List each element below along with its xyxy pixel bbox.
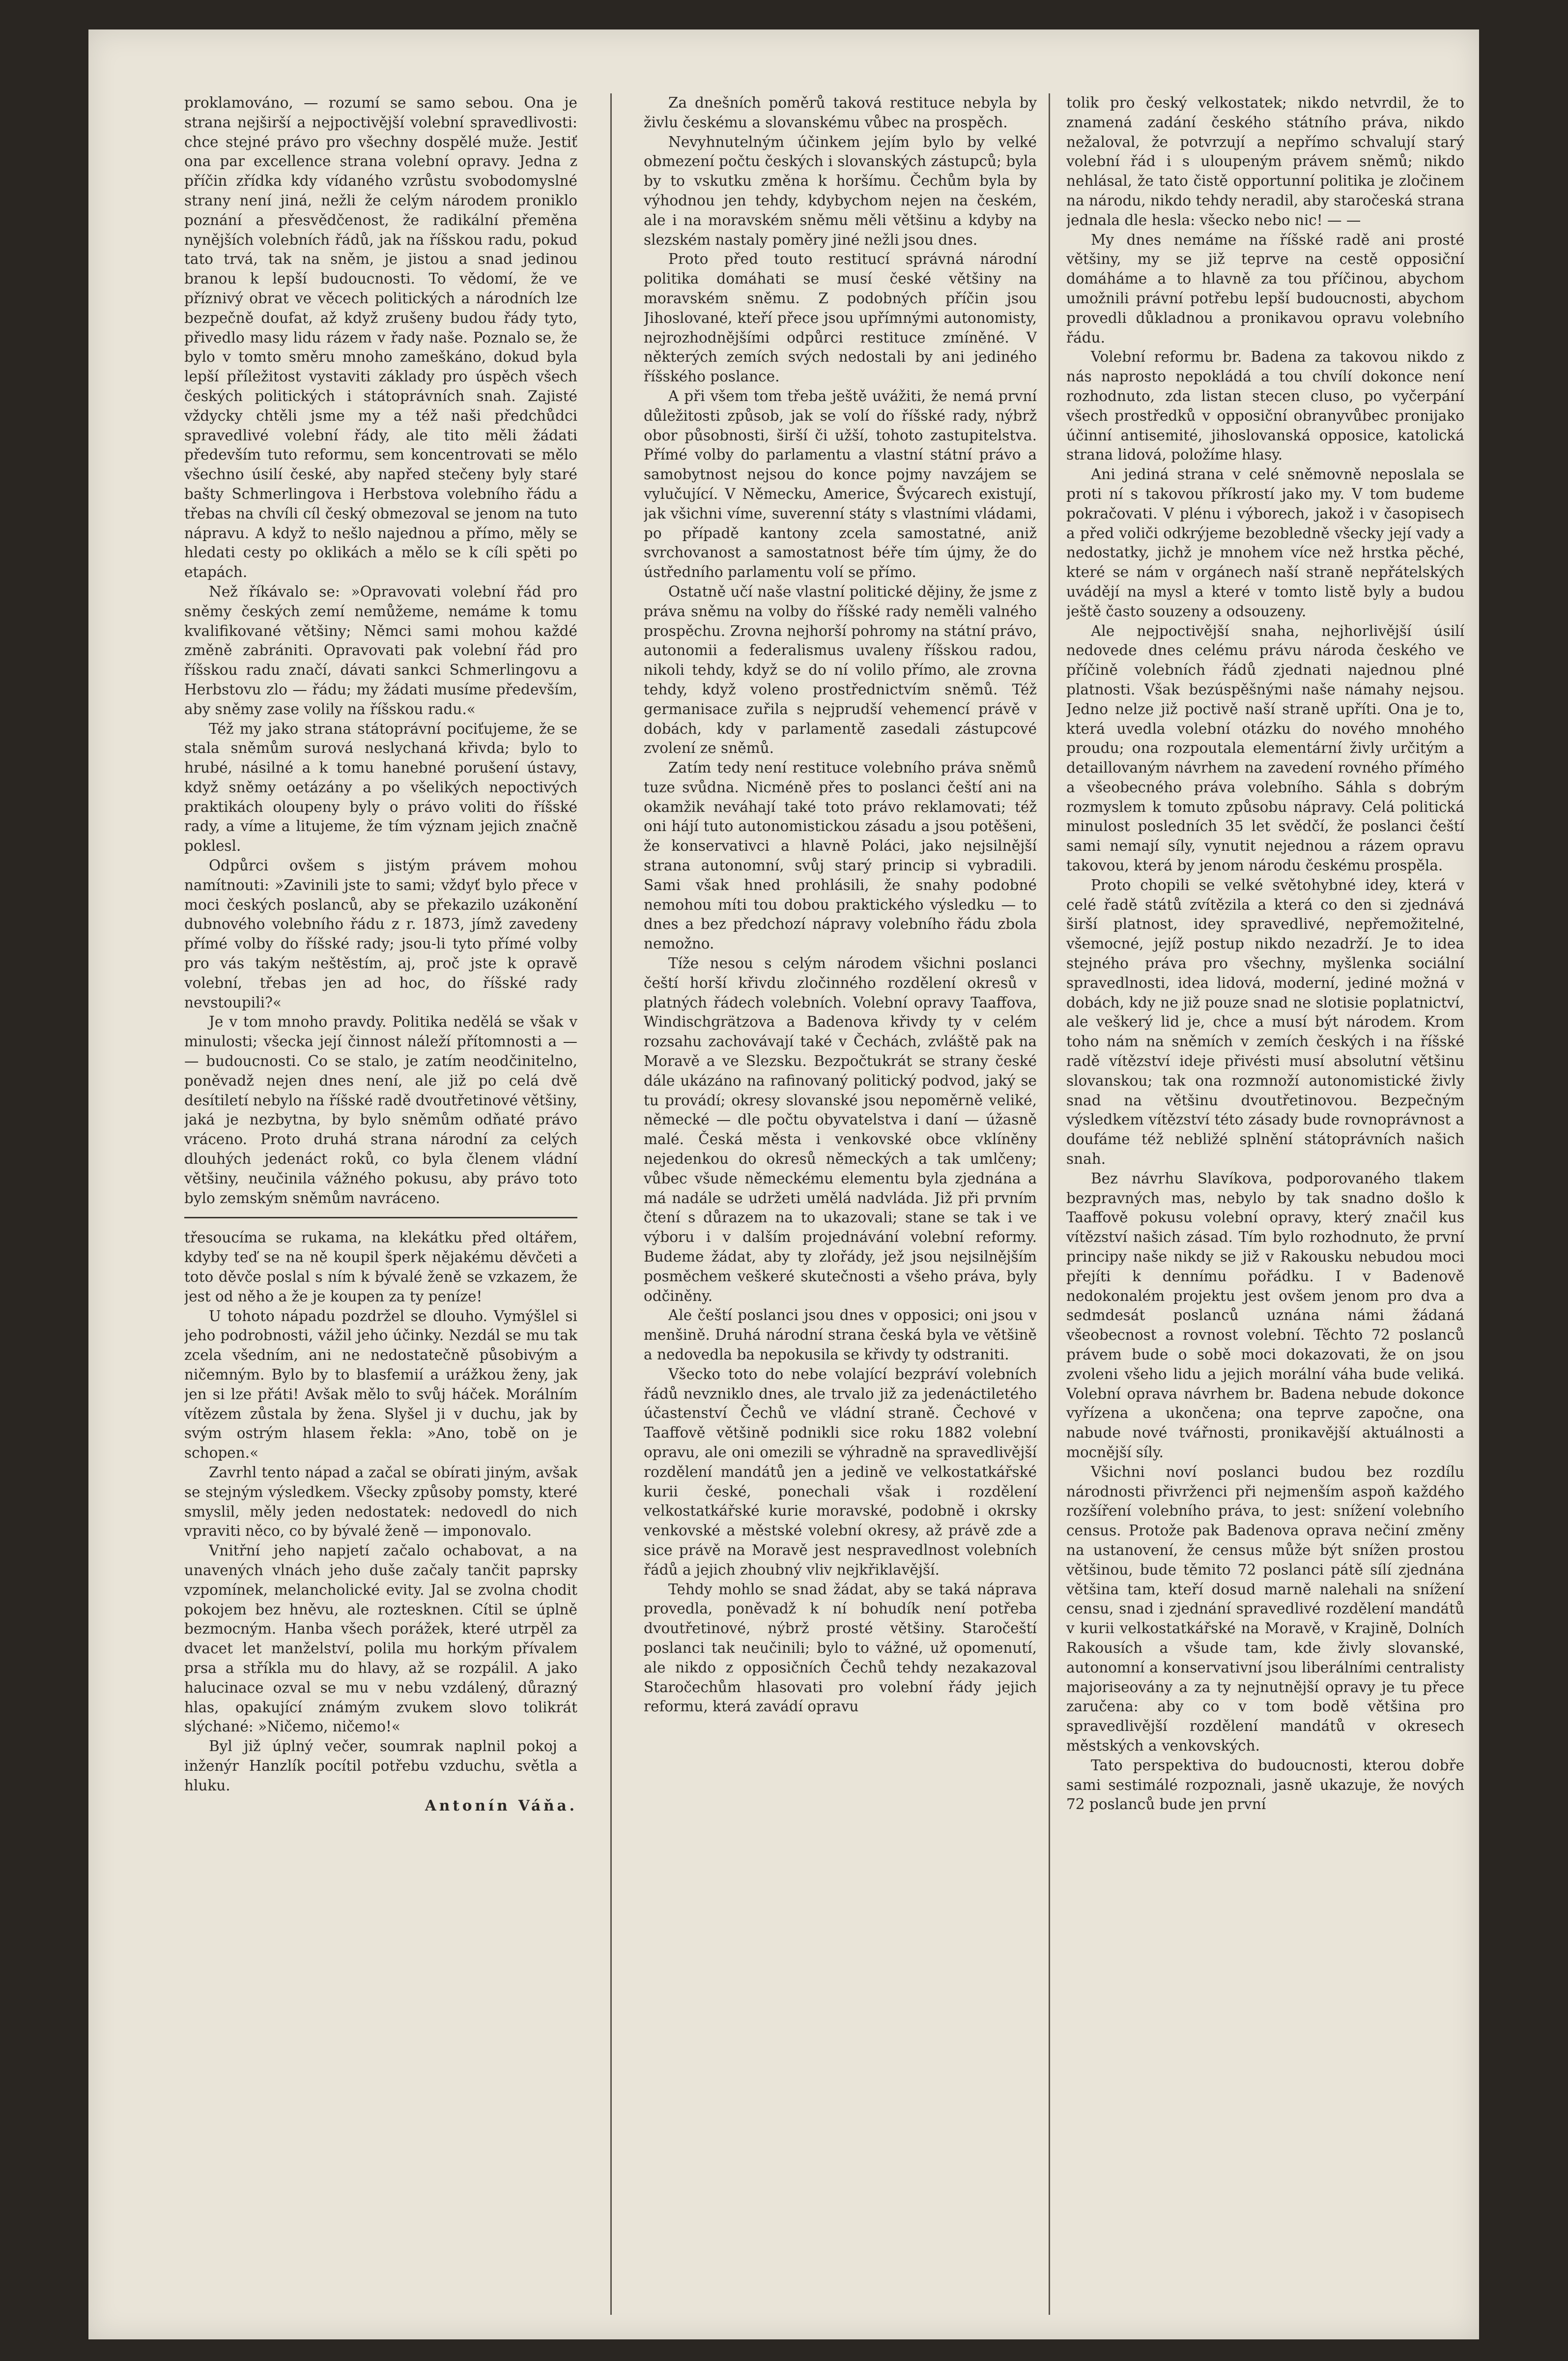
paragraph: U tohoto nápadu pozdržel se dlouho. Vymýšlel si jeho podrobnosti, vážil jeho účinky. Nezdál se mu tak zcela všedním, ani ne nedostatečně působivým a ničemným. Bylo by to blasfemií a urážkou ženy, jak jen si lze přáti! Avšak mělo to svůj háček. Morálním vítězem zůstala by žena. Slyšel ji v duchu, jak by svým ostrým hlasem řekla: »Ano, tobě on je schopen.« bbox=[184, 1307, 577, 1462]
author-signature: Antonín Váňa. bbox=[425, 1796, 577, 1814]
paragraph: Zavrhl tento nápad a začal se obírati jiným, avšak se stejným výsledkem. Všecky způsoby pomsty, které smyslil, měly jeden nedostatek: nedovedl do nich vpraviti něco, co by bývalé ženě — imponovalo. bbox=[184, 1464, 577, 1540]
paragraph: Nevyhnutelným účinkem jejím bylo by velké obmezení počtu českých i slovanských zástupců; byla by to vskutku změna k horšímu. Čechům byla by výhodnou jen tehdy, kdybychom nejen na českém, ale i na moravském sněmu měli většinu a kdyby na slezském nastaly poměry jiné nežli jsou dnes. bbox=[644, 133, 1037, 248]
column-right bbox=[1066, 93, 1464, 2315]
article-electoral-reform-continued bbox=[184, 93, 577, 1208]
paragraph: Než říkávalo se: »Opravovati volební řád pro sněmy českých zemí nemůžeme, nemáme k tomu kvalifikované většiny; Němci sami mohou každé změně zabrániti. Opravovati pak volební řád pro říšskou radu značí, dávati sankci Schmerlingovu a Herbstovu zlo — řádu; my žádati musíme především, aby sněmy zase volily na říšskou radu.« bbox=[184, 583, 577, 718]
paragraph: Všichni noví poslanci budou bez rozdílu národnosti přivrženci při nejmenším aspoň každého rozšíření volebního práva, to jest: snížení volebního census. Protože pak Badenova oprava nečiní změny na ustanovení, že census může být snížen prostou většinou, bude těmito 72 poslanci pátě sílí zjednána většina tam, kteří dosud marně nalehali na snížení censu, snad i zjednání spravedlivé rozdělení mandátů v kurii velkostatkářské na Moravě, v Krajině, Dolních Rakousích a všude tam, kde živly slovanské, autonomní a konservativní jsou liberálními centralisty majoriseovány a za ty nejnutnější opravy je tu přece zaručena: aby co v tom bodě většina pro spravedlivější rozdělení mandátů v okresech městských a venkovských. bbox=[1066, 1463, 1464, 1754]
paragraph: proklamováno, — rozumí se samo sebou. Ona je strana nejširší a nejpoctivější volební spravedlivosti: chce stejné právo pro všechny dospělé muže. Jestiť ona par excellence strana volební opravy. Jedna z příčin zřídka kdy vídaného vzrůstu svobodomyslné strany není jiná, nežli že celým národem proniklo poznání a přesvědčenost, že radikální přeměna nynějších volebních řádů, jak na říšskou radu, pokud tato trvá, tak na sněm, je jistou a snad jedinou branou k lepší budoucnosti. To vědomí, že ve příznivý obrat ve věcech politických a národních lze bezpečně doufat, až když zrušeny budou řády tyto, přivedlo masy lidu rázem v řady naše. Poznalo se, že bylo v tomto směru mnoho zameškáno, dokud byla lepší příležitost vystaviti základy pro úspěch všech českých politických i státoprávních snah. Zajisté vždycky chtěli jsme my a též naši předchůdci spravedlivé volební řády, ale tito měli žádati především tuto reformu, sem koncentrovati se mělo všechno úsilí české, aby napřed stečeny byly staré bašty Schmerlingova i Herbstova volebního řádu a třebas na chvíli cíl český obmezoval se jenom na tuto nápravu. A když to nešlo najednou a přímo, měly se hledati cesty po oklikách a mělo se k cíli spěti po etapách. bbox=[184, 94, 577, 581]
column-middle bbox=[644, 93, 1037, 2315]
column-left bbox=[184, 93, 577, 2315]
paragraph: Proto před touto restitucí správná národní politika domáhati se musí české většiny na moravském sněmu. Z podobných příčin jsou Jihoslované, kteří přece jsou upřímnými autonomisty, nejrozhodnějšími odpůrci restituce zmíněné. V některých zemích svých nedostali by ani jediného říšského poslance. bbox=[644, 251, 1037, 385]
paragraph: A při všem tom třeba ještě uvážiti, že nemá první důležitosti způsob, jak se volí do říšské rady, nýbrž obor působnosti, širší či užší, tohoto zastupitelstva. Přímé volby do parlamentu a vlastní státní právo a samobytnost nejsou do konce pojmy navzájem se vylučující. V Německu, Americe, Švýcarech existují, jak všichni víme, suverenní státy s vlastními vládami, po případě kantony zcela samostatné, aniž svrchovanost a samostatnost béře tím újmy, že do ústředního parlamentu volí se přímo. bbox=[644, 387, 1037, 581]
paragraph: třesoucíma se rukama, na klekátku před oltářem, kdyby teď se na ně koupil šperk nějakému děvčeti a toto děvče poslal s ním k bývalé ženě se vzkazem, že jest od něho a že je koupen za ty peníze! bbox=[184, 1229, 577, 1305]
paragraph: Ale čeští poslanci jsou dnes v opposici; oni jsou v menšině. Druhá národní strana česká byla ve většině a nedovedla ba nepokusila se křivdy ty odstraniti. bbox=[644, 1307, 1037, 1363]
paragraph: Proto chopili se velké světohybné idey, která v celé řadě států zvítězila a která co den si zjednává širší platnost, idey spravedlivé, nepřemožitelné, všemocné, jejíž postup nikdo nezadrží. Je to idea stejného práva pro všechny, myšlenka sociální spravedlnosti, idea lidová, moderní, jediné možná v dobách, kdy ne již pouze snad ne slotisie poplatnictví, ale veškerý lid je, chce a musí být národem. Krom toho nám na sněmích v zemích českých i na říšské radě vítězství ideje přivésti musí absolutní většinu slovanskou; tak ona rozmnoží autonomistické živly snad na většinu dvoutřetinovou. Bezpečným výsledkem vítězství této zásady bude rovnoprávnost a doufáme též nebližé splnění státoprávních našich snah. bbox=[1066, 876, 1464, 1168]
paragraph: Bez návrhu Slavíkova, podporovaného tlakem bezpravných mas, nebylo by tak snadno došlo k Taaffově pokusu volební opravy, který značil kus vítězství našich zásad. Tím bylo rozhodnuto, že první principy naše nikdy se již v Rakousku nebudou moci přejíti k dennímu pořádku. I v Badenově nedokonalém projektu jest ovšem jenom pro dva a sedmdesát poslanců uznána námi žádaná všeobecnost a rovnost volební. Těchto 72 poslanců právem bude o sobě moci dokazovati, že on jsou zvoleni všeho lidu a jejich morální váha bude veliká. Volební oprava návrhem br. Badena nebude dokonce vyřízena a ukončena; ona teprve započne, ona nabude nové tvářnosti, pronikavější aktuálnosti a mocnější síly. bbox=[1066, 1170, 1464, 1461]
paragraph: Ani jediná strana v celé sněmovně neposlala se proti ní s takovou příkrostí jako my. V tom budeme pokračovati. V plénu i výborech, jakož i v časopisech a před voliči odkrýjeme bezobledně všecky její vady a nedostatky, jichž je mnohem více než hrstka pěché, které se nám v orgánech naší straně nepřátelských uvádějí na mysl a které v tomto listě byly a budou ještě často souzeny a odsouzeny. bbox=[1066, 466, 1464, 620]
paragraph: Zatím tedy není restituce volebního práva sněmů tuze svůdna. Nicméně přes to poslanci čeští ani na okamžik neváhají také toto právo reklamovati; též oni hájí tuto autonomistickou zásadu a jsou potěšeni, že konservativci a hlavně Poláci, jako nejsilnější strana autonomní, svůj starý princip si vybradili. Sami však hned prohlásili, že snahy podobné nemohou míti tou dobou praktického výsledku — to dnes a bez předchozí nápravy volebního řádu zbola nemožno. bbox=[644, 759, 1037, 952]
paragraph: My dnes nemáme na říšské radě ani prosté většiny, my se již teprve na cestě opposiční domáháme a to hlavně za tou příčinou, abychom umožnili právní potřebu lepší budoucnosti, abychom provedli důkladnou a pronikavou opravu volebního řádu. bbox=[1066, 231, 1464, 346]
paragraph: Je v tom mnoho pravdy. Politika nedělá se však v minulosti; všecka její činnost náleží přítomnosti a — — budoucnosti. Co se stalo, je zatím neodčinitelno, poněvadž nejen dnes není, ale již po celá dvě desítiletí nebylo na říšské radě dvoutřetinové většiny, jaká je nezbytna, by bylo sněmům odňaté právo vráceno. Proto druhá strana národní za celých dlouhých jedenáct roků, co byla členem vládní většiny, neučinila vážného pokusu, aby právo toto bylo zemským sněmům navráceno. bbox=[184, 1013, 577, 1207]
paragraph: Tehdy mohlo se snad žádat, aby se taká náprava provedla, poněvadž k ní bohudík není potřeba dvoutřetinové, nýbrž prosté většiny. Staročeští poslanci tak neučinili; bylo to vážné, už opomenutí, ale nikdo z opposičních Čechů tehdy nezakazoval Staročechům hlasovati pro volební řády jejich reformu, která zavádí opravu bbox=[644, 1581, 1037, 1715]
paragraph: Též my jako strana státoprávní pociťujeme, že se stala sněmům surová neslychaná křivda; bylo to hrubé, násilné a k tomu hanebné porušení ústavy, když sněmy oetázány a po všelikých nepoctivých praktikách oloupeny byly o právo voliti do říšské rady, a víme a litujeme, že tím význam jejich značně poklesl. bbox=[184, 720, 577, 855]
feuilleton-story bbox=[184, 1228, 577, 1815]
paragraph: Volební reformu br. Badena za takovou nikdo z nás naprosto nepokládá a tou chvílí dokonce není rozhodnuto, zda listan stecen cluso, po vyčerpání všech prostředků v opposiční obranyvůbec pronijako účinní antisemité, jihoslovanská opposice, katolická strana lidová, položíme hlasy. bbox=[1066, 348, 1464, 463]
paragraph: Vnitřní jeho napjetí začalo ochabovat, a na unavených vlnách jeho duše začaly tančit paprsky vzpomínek, melancholické evity. Jal se zvolna chodit pokojem bez hněvu, ale roztesknen. Cítil se úplně bezmocným. Hanba všech porážek, které utrpěl za dvacet let manželství, polila mu horkým přívalem prsa a stříkla mu do hlavy, až se rozpálil. A jako halucinace ozval se mu v nebu vzdálený, důrazný hlas, opakující známým zvukem slovo tolikrát slýchané: »Ničemo, ničemo!« bbox=[184, 1542, 577, 1735]
article-divider bbox=[184, 1217, 577, 1218]
paragraph: Tíže nesou s celým národem všichni poslanci čeští horší křivdu zločinného rozdělení okresů v platných řádech volebních. Volební opravy Taaffova, Windischgrätzova a Badenova křivdy ty v celém rozsahu zachovávají také v Čechách, zvláště pak na Moravě a ve Slezsku. Bezpočtukrát se strany české dále ukázáno na rafinovaný politický podvod, jaký se tu provádí; okresy slovanské jsou nepoměrně veliké, německé — dle počtu obyvatelstva i daní — úžasně malé. Česká města i venkovské obce vklíněny nejedenkou do okresů německých a tak umlčeny; vůbec všude německému elementu byla zjednána a má nadále se udržeti umělá nadvláda. Již při prvním čtení s důrazem na to ukazovali; stane se tak i ve výboru i v dalším projednávání volební reformy. Budeme žádat, aby ty zlořády, jež jsou nejsilnějším posměchem veškeré skutečnosti a všeho práva, byly odčiněny. bbox=[644, 955, 1037, 1304]
paragraph: tolik pro český velkostatek; nikdo netvrdil, že to znamená zadání českého státního práva, nikdo nežaloval, že potvrzují a nepřímo schvalují starý volební řád i s uloupeným právem sněmů; nikdo nehlásal, že tato čistě opportunní politika je zločinem na národu, nikdo tehdy neradil, aby staročeská strana jednala dle hesla: všecko nebo nic! — — bbox=[1066, 94, 1464, 229]
newspaper-page bbox=[88, 29, 1479, 2339]
paragraph: Všecko toto do nebe volající bezpráví volebních řádů nevzniklo dnes, ale trvalo již za jedenáctiletého účastenství Čechů ve vládní straně. Čechové v Taaffově většině podnikli sice roku 1882 volební opravu, ale oni omezili se výhradně na spravedlivější rozdělení mandátů jen a jedině ve velkostatkářské kurii české, ponechali však i rozdělení velkostatkářské kurie moravské, podobně i okrsky venkovské a městské volební okresy, až právě zde a sice právě na Moravě jest nespravedlnost volebních řádů a jejich zhoubný vliv nejkřiklavější. bbox=[644, 1365, 1037, 1578]
paragraph: Ale nejpoctivější snaha, nejhorlivější úsilí nedovede dnes celému právu národa českého ve příčině volebních řádů zjednati najednou plné platnosti. Však bezúspěšnými naše námahy nejsou. Jedno nelze již poctivě naší straně upříti. Ona je to, která uvedla volební otázku do nového mnohého proudu; ona rozpoutala elementární živly určitým a detaillovaným návrhem na zavedení rovného přímého a všeobecného práva volebního. Sáhla s dobrým rozmyslem k tomuto způsobu nápravy. Celá politická minulost posledních 35 let svědčí, že poslanci čeští sami nemají síly, vynutit nejednou a rázem opravu takovou, která by jenom národu českému prospěla. bbox=[1066, 622, 1464, 874]
paragraph: Byl již úplný večer, soumrak naplnil pokoj a inženýr Hanzlík pocítil potřebu vzduchu, světla a hluku. bbox=[184, 1738, 577, 1794]
paragraph: Ostatně učí naše vlastní politické dějiny, že jsme z práva sněmu na volby do říšské rady neměli valného prospěchu. Zrovna nejhorší pohromy na státní právo, autonomii a federalismus uvaleny říšskou radou, nikoli tehdy, když se do ní volilo přímo, ale zrovna tehdy, když voleno prostřednictvím sněmů. Též germanisace zuřila s nejprudší vehemencí právě v dobách, kdy v parlamentě zasedali zástupcové zvolení ze sněmů. bbox=[644, 583, 1037, 757]
paragraph: Za dnešních poměrů taková restituce nebyla by živlu českému a slovanskému vůbec na prospěch. bbox=[644, 94, 1037, 131]
column-rule bbox=[610, 93, 612, 2315]
column-rule bbox=[1049, 93, 1050, 2315]
paragraph: Tato perspektiva do budoucnosti, kterou dobře sami sestimálé rozpoznali, jasně ukazuje, že nových 72 poslanců bude jen první bbox=[1066, 1756, 1464, 1813]
paragraph: Odpůrci ovšem s jistým právem mohou namítnouti: »Zavinili jste to sami; vždyť bylo přece v moci českých poslanců, aby se překazilo uzákonění dubnového volebního řádu z r. 1873, jímž zavedeny přímé volby do říšské rady; jsou-li tyto přímé volby pro vás takým neštěstím, aj, proč jste k opravě volební, třebas jen ad hoc, do říšské rady nevstoupili?« bbox=[184, 857, 577, 1011]
